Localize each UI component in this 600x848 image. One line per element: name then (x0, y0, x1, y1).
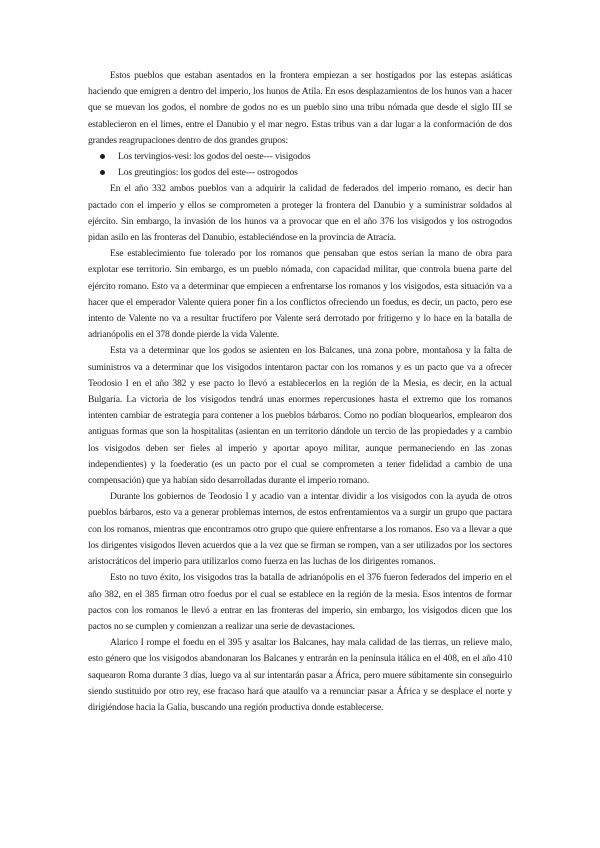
bullet-icon (100, 170, 105, 175)
paragraph-exito: Esto no tuvo éxito, los visigodos tras la batalla de adrianópolis en el 376 fueron federados del imperio en el año 382, en el 385 firman otro foedus por el cual se establece en la región de la mesia. Esos intentos de formar pactos con los romanos le llevó a entrar en las fronteras del imperio, sin embargo, los visigodos dicen que los pactos no se cumplen y comienzan a realizar una serie de devastaciones. (88, 572, 512, 632)
list-item (100, 149, 512, 165)
bullet-text: Los greutingios: los godos del este--- ostrogodos (118, 167, 298, 179)
paragraph-establecimiento: Ese establecimiento fue tolerado por los romanos que pensaban que estos serían la mano de obra para explotar ese territorio. Sin embargo, es un pueblo nómada, con capacidad militar, que controla buena parte del ejército romano. Esto va a determinar que empiecen a enfrentarse los romanos y los visigodos, esta situación va a hacer que el emperador Valente quiera poner fin a los conflictos ofreciendo un foedus, es decir, un pacto, pero ese intento de Valente no va a resultar fructífero por Valente será derrotado por fritigerno y lo hace en la batalla de adrianópolis en el 378 donde pierde la vida Valente. (88, 248, 512, 341)
bullet-text: Los tervingios-vesi: los godos del oeste--- visigodos (118, 151, 311, 163)
list-item (100, 165, 512, 181)
paragraph-alarico: Alarico I rompe el foedu en el 395 y asaltar los Balcanes, hay mala calidad de las tierras, un relieve malo, esto género que los visigodos abandonaran los Balcanes y entrarán en la península itálica en el 408, en el año 410 saquearon Roma durante 3 días, luego va al sur intentarán pasar a África, pero muere súbitamente sin conseguirlo siendo sustituido por otro rey, ese fracaso hará que ataulfo va a renunciar pasar a África y se desplace el norte y dirigiéndose hacia la Galia, buscando una región productiva donde establecerse. (88, 637, 512, 713)
bullet-icon (100, 154, 105, 159)
document-body (88, 68, 512, 716)
paragraph-balcanes: Esta va a determinar que los godos se asienten en los Balcanes, una zona pobre, montañosa y la falta de suministros va a determinar que los visigodos intentaron pactar con los romanos y es un pacto que va a ofrecer Teodosio I en el año 382 y ese pacto lo llevó a establecerlos en la región de la Mesia, es decir, en la actual Bulgaria. La victoria de los visigodos tendrá unas enormes repercusiones hasta el extremo que los romanos intenten cambiar de estrategia para contener a los pueblos bárbaros. Como no podían bloquearlos, emplearon dos antiguas formas que son la hospitalitas (asientan en un territorio dándole un tercio de las propiedades y a cambio los visigodos deben ser fieles al imperio y aportar apoyo militar, aunque permaneciendo en las zonas independientes) y la foederatio (es un pacto por el cual se comprometen a tener fidelidad a cambio de una compensación) que ya habían sido desarrolladas durante el imperio romano. (88, 345, 512, 487)
bullet-list (88, 149, 512, 181)
paragraph-teodosio: Durante los gobiernos de Teodosio I y acadio van a intentar dividir a los visigodos con la ayuda de otros pueblos bárbaros, esto va a generar problemas internos, de estos enfrentamientos va a surgir un grupo que pactara con los romanos, mientras que encontramos otro grupo que quiere enfrentarse a los romanos. Eso va a llevar a que los dirigentes visigodos lleven acuerdos que a la vez que se firman se rompen, van a ser utilizados por los sectores aristocráticos del imperio para utilizarlos como fuerza en las luchas de los dirigentes romanos. (88, 491, 512, 568)
paragraph-federados: En el año 332 ambos pueblos van a adquirir la calidad de federados del imperio romano, es decir han pactado con el imperio y ellos se comprometen a proteger la frontera del Danubio y a suministrar soldados al ejército. Sin embargo, la invasión de los hunos va a provocar que en el año 376 los visigodos y los ostrogodos pidan asilo en las fronteras del Danubio, estableciéndose en la provincia de Atracia. (88, 183, 512, 244)
paragraph-intro: Estos pueblos que estaban asentados en la frontera empiezan a ser hostigados por las estepas asiáticas haciendo que emigren a dentro del imperio, los hunos de Atila. En esos desplazamientos de los hunos van a hacer que se muevan los godos, el nombre de godos no es un pueblo sino una tribu nómada que desde el siglo III se establecieron en el limes, entre el Danubio y el mar negro. Estas tribus van a dar lugar a la conformación de dos grandes reagrupaciones dentro de dos grandes grupos: (88, 70, 512, 146)
